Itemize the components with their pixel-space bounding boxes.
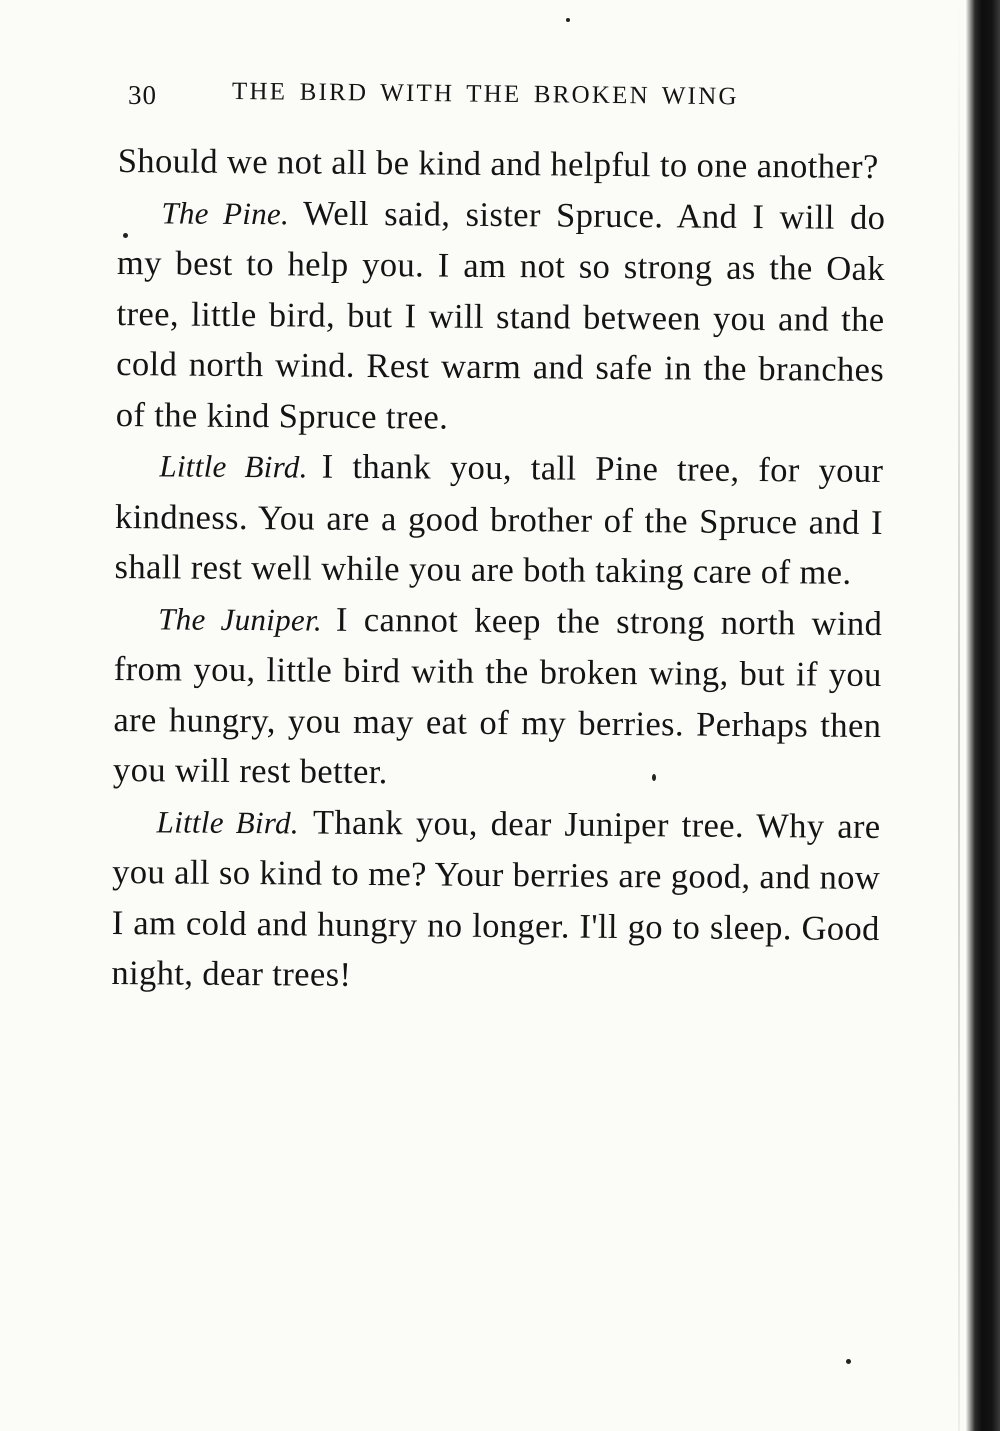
dialogue-little-bird	[114, 440, 883, 599]
dialogue-text: I thank you, tall Pine tree, for your kindness. You are a good brother of the Spruce and I shall rest well while you are both taking care of me.	[114, 447, 884, 592]
paragraph-text: Should we not all be kind and helpful to one another?	[117, 141, 879, 186]
dialogue-text: I cannot keep the strong north wind from you, little bird with the broken wing, but if you are hungry, you may eat of my berries. Perhaps then you will rest better.	[112, 600, 883, 792]
dialogue-text: Well said, sister Spruce. And I will do my best to help you. I am not so strong as the Oak tree, little bird, but I will stand between you and the cold north wind. Rest warm and safe in the branches of the kind Spruce tree.	[115, 193, 886, 437]
page-number: 30	[128, 80, 157, 110]
speaker-label: Little Bird.	[159, 448, 308, 485]
running-header	[128, 74, 808, 114]
dialogue-little-bird-final	[111, 795, 881, 1004]
dialogue-juniper	[113, 592, 883, 801]
page-body	[111, 136, 886, 1005]
paragraph-continuation	[118, 136, 886, 193]
dialogue-text: Thank you, dear Juniper tree. Why are you all so kind to me? Your berries are good, and now I am cold and hungry no longer. I'll go to sleep. Good night, dear trees!	[111, 803, 881, 994]
scan-speck	[846, 1359, 851, 1364]
page-binding-edge	[966, 0, 1000, 1431]
speaker-label: Little Bird.	[156, 803, 300, 840]
speaker-label: The Pine.	[161, 194, 290, 231]
scan-speck	[566, 18, 570, 22]
speaker-label: The Juniper.	[158, 600, 323, 638]
book-title: THE BIRD WITH THE BROKEN WING	[231, 78, 739, 111]
scan-streak	[958, 0, 960, 1431]
dialogue-pine	[116, 186, 886, 446]
